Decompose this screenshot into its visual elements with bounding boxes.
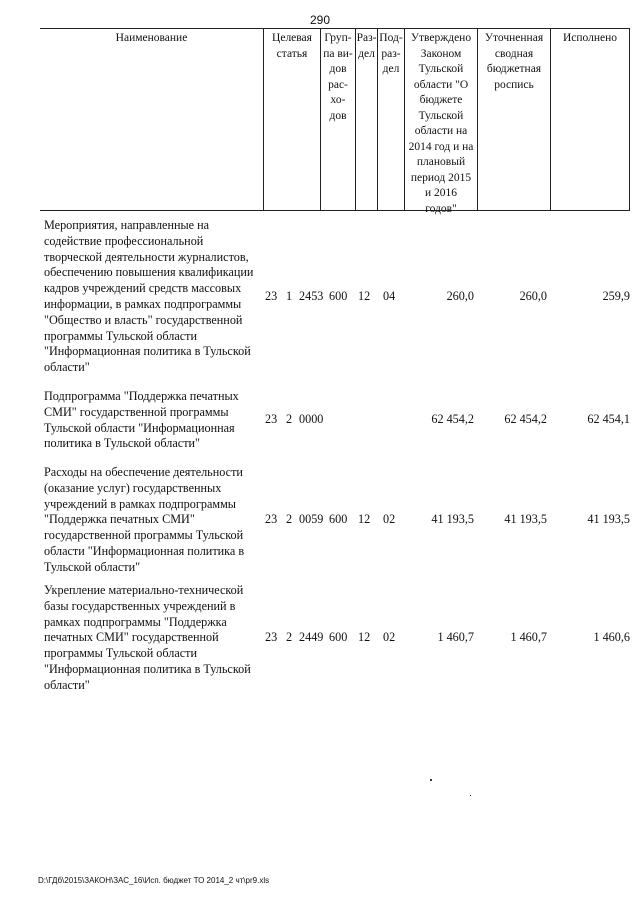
header-approved: Утверждено Законом Тульской области "О бюджете Тульской области на 2014 год и на плановый период 2015 и 2016 годов" bbox=[404, 29, 477, 210]
section-value: 12 bbox=[358, 289, 371, 303]
header-section: Раз- дел bbox=[355, 29, 377, 210]
code-direction: 2453 bbox=[299, 289, 324, 303]
approved-value: 41 193,5 bbox=[431, 512, 474, 526]
code-subprogram: 1 bbox=[286, 289, 293, 303]
section-value: 12 bbox=[358, 630, 371, 644]
code-program: 23 bbox=[265, 512, 278, 526]
refined-value: 41 193,5 bbox=[504, 512, 547, 526]
table-header bbox=[40, 28, 630, 215]
subsection-value: 02 bbox=[383, 630, 396, 644]
approved-value: 62 454,2 bbox=[431, 412, 474, 426]
header-name: Наименование bbox=[115, 32, 188, 44]
header-expense-group: Груп- па ви- дов рас- хо- дов bbox=[320, 29, 355, 210]
refined-value: 260,0 bbox=[519, 289, 547, 303]
group-value: 600 bbox=[329, 512, 348, 526]
code-direction: 0000 bbox=[299, 412, 324, 426]
code-direction: 2449 bbox=[299, 630, 324, 644]
refined-value: 62 454,2 bbox=[504, 412, 547, 426]
header-executed: Исполнено bbox=[550, 29, 630, 210]
code-subprogram: 2 bbox=[286, 412, 293, 426]
code-subprogram: 2 bbox=[286, 512, 293, 526]
code-program: 23 bbox=[265, 412, 278, 426]
page-number: 290 bbox=[309, 13, 331, 27]
refined-value: 1 460,7 bbox=[510, 630, 547, 644]
group-value: 600 bbox=[329, 289, 348, 303]
section-value: 12 bbox=[358, 512, 371, 526]
row-name: Мероприятия, направленные на содействие профессиональной творческой деятельности журналистов, обеспечению повышения квалификации кадров учреждений средств массовых информации, в рамках подпрограммы "Общество и власть" государственной программы Тульской области "Информационная политика в Тульской области" bbox=[44, 218, 254, 375]
table-row bbox=[40, 218, 630, 378]
header-refined-budget: Уточненная сводная бюджетная роспись bbox=[477, 29, 550, 210]
approved-value: 1 460,7 bbox=[437, 630, 474, 644]
executed-value: 259,9 bbox=[602, 289, 630, 303]
subsection-value: 02 bbox=[383, 512, 396, 526]
approved-value: 260,0 bbox=[446, 289, 474, 303]
row-name: Подпрограмма "Поддержка печатных СМИ" государственной программы Тульской области "Информационная политика в Тульской области" bbox=[44, 389, 239, 451]
group-value: 600 bbox=[329, 630, 348, 644]
table-row bbox=[40, 583, 630, 695]
code-direction: 0059 bbox=[299, 512, 324, 526]
executed-value: 41 193,5 bbox=[587, 512, 630, 526]
scan-speck bbox=[430, 779, 432, 781]
header-target-article: Целевая статья bbox=[263, 29, 320, 210]
row-name: Укрепление материально-технической базы государственных учреждений в рамках подпрограммы "Поддержка печатных СМИ" государственной программы Тульской области "Информационная политика в Тульской области" bbox=[44, 583, 251, 692]
scan-speck bbox=[470, 795, 471, 796]
code-program: 23 bbox=[265, 289, 278, 303]
file-path-footer: D:\ГДб\2015\ЗАКОН\ЗАС_16\Исп. бюджет ТО 2014_2 чт\pr9.xls bbox=[38, 876, 270, 885]
table-row bbox=[40, 389, 630, 453]
code-subprogram: 2 bbox=[286, 630, 293, 644]
table-row bbox=[40, 465, 630, 577]
executed-value: 1 460,6 bbox=[593, 630, 630, 644]
header-subsection: Под- раз- дел bbox=[377, 29, 404, 210]
code-program: 23 bbox=[265, 630, 278, 644]
row-name: Расходы на обеспечение деятельности (оказание услуг) государственных учреждений в рамках подпрограммы "Поддержка печатных СМИ" государственной программы Тульской области "Информационная политика в Тульской области" bbox=[44, 465, 245, 574]
executed-value: 62 454,1 bbox=[587, 412, 630, 426]
subsection-value: 04 bbox=[383, 289, 396, 303]
